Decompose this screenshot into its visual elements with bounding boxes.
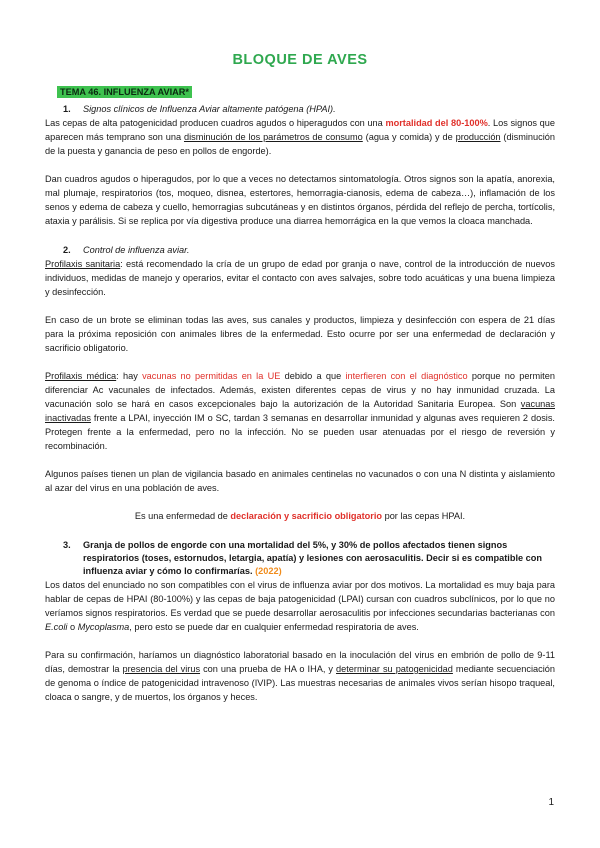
section-3-heading: 3. Granja de pollos de engorde con una mortalidad del 5%, y 30% de pollos afectados tienen signos respiratorios (toses, estornudos, letargia, apatía) y lesiones con aerosaculitis. Decir si es compatible con influenza aviar y cómo lo confirmarías. (2022) — [63, 540, 543, 576]
section-2-paragraph-2: En caso de un brote se eliminan todas las aves, sus canales y productos, limpieza y desinfección con espera de 21 días para la próxima reposición con animales libres de la enfermedad. Esto ocurre por ser una enfermedad de declaración y sacrificio obligatorio. — [45, 315, 555, 353]
page-title: BLOQUE DE AVES — [232, 52, 368, 68]
topic-badge: TEMA 46. INFLUENZA AVIAR* — [57, 86, 192, 98]
section-1-heading: 1. Signos clínicos de Influenza Aviar altamente patógena (HPAI). — [63, 104, 336, 114]
section-3-paragraph-1: Los datos del enunciado no son compatibles con el virus de influenza aviar por dos motivos. La mortalidad es muy baja para hablar de cepas de HPAI (80-100%) y las cepas de baja patogenicidad (LPAI) cursan con cuadros subclínicos, por lo que no veríamos signos respiratorios. Es verdad que se puede desarrollar aerosaculitis por infecciones secundarias bacterianas con E.coli o Mycoplasma, pero esto se puede dar en cualquier enfermedad respiratoria de aves. — [45, 580, 555, 632]
page-number: 1 — [548, 797, 554, 808]
exam-year-badge: (2022) — [255, 566, 282, 576]
section-3-paragraph-2: Para su confirmación, haríamos un diagnóstico laboratorial basado en la inoculación del virus en embrión de pollo de 9-11 días, demostrar la presencia del virus con una prueba de HA o IHA, y determinar su patogenicidad mediante secuenciación de genoma o índice de patogenicidad intravenoso (IVIP). Las muestras necesarias de animales vivos serían hisopo traqueal, cloaca o sangre, y de muertos, los órganos y heces. — [45, 650, 555, 702]
section-1-paragraph-1: Las cepas de alta patogenicidad producen cuadros agudos o hiperagudos con una mortalidad del 80-100%. Los signos que aparecen más temprano son una disminución de los parámetros de consumo (agua y comida) y de producción (disminución de la puesta y ganancia de peso en pollos de engorde). — [45, 118, 556, 156]
section-2-heading: 2. Control de influenza aviar. — [63, 245, 190, 255]
section-2-paragraph-3: Profilaxis médica: hay vacunas no permitidas en la UE debido a que interfieren con el diagnóstico porque no permiten diferenciar Ac vacunales de infectados. Además, existen diferentes cepas de virus y no hay inmunidad cruzada. La vacunación solo se hará en casos excepcionales bajo la autorización de la Autoridad Sanitaria Europea. Son vacunas inactivadas frente a LPAI, inyección IM o SC, tardan 3 semanas en desarrollar inmunidad y algunas aves requieren 2 dosis. Protegen frente a la enfermedad, pero no la infección. No se pueden usar atenuadas por el riesgo de reversión y recombinación. — [45, 371, 555, 451]
section-2-paragraph-1: Profilaxis sanitaria: está recomendado la cría de un grupo de edad por granja o nave, control de la introducción de nuevos individuos, medidas de manejo y operarios, evitar el contacto con aves salvajes, sobre todo acuáticas y una buena limpieza y desinfección. — [45, 259, 555, 297]
highlight-mortality: mortalidad del 80-100% — [385, 118, 488, 128]
section-2-paragraph-4: Algunos países tienen un plan de vigilancia basado en animales centinelas no vacunados o con una N distinta y aislamiento al azar del virus en una población de aves. — [45, 469, 555, 493]
section-2-callout: Es una enfermedad de declaración y sacrificio obligatorio por las cepas HPAI. — [134, 511, 466, 521]
section-1-paragraph-2: Dan cuadros agudos o hiperagudos, por lo que a veces no detectamos sintomatología. Otros signos son la apatía, anorexia, mal plumaje, respiratorios (tos, moqueo, disnea, estertores, hemorragia-cianosis, edema de cabeza…), inflamación de los senos y edema de cabeza y cuello, hemorragias subcutáneas y en distintos órganos, pérdida del reflejo de percha, tortícolis, ataxia y parálisis. Si se replica por vía digestiva produce una diarrea hemorrágica en la que vemos la cloaca manchada. — [45, 174, 555, 226]
